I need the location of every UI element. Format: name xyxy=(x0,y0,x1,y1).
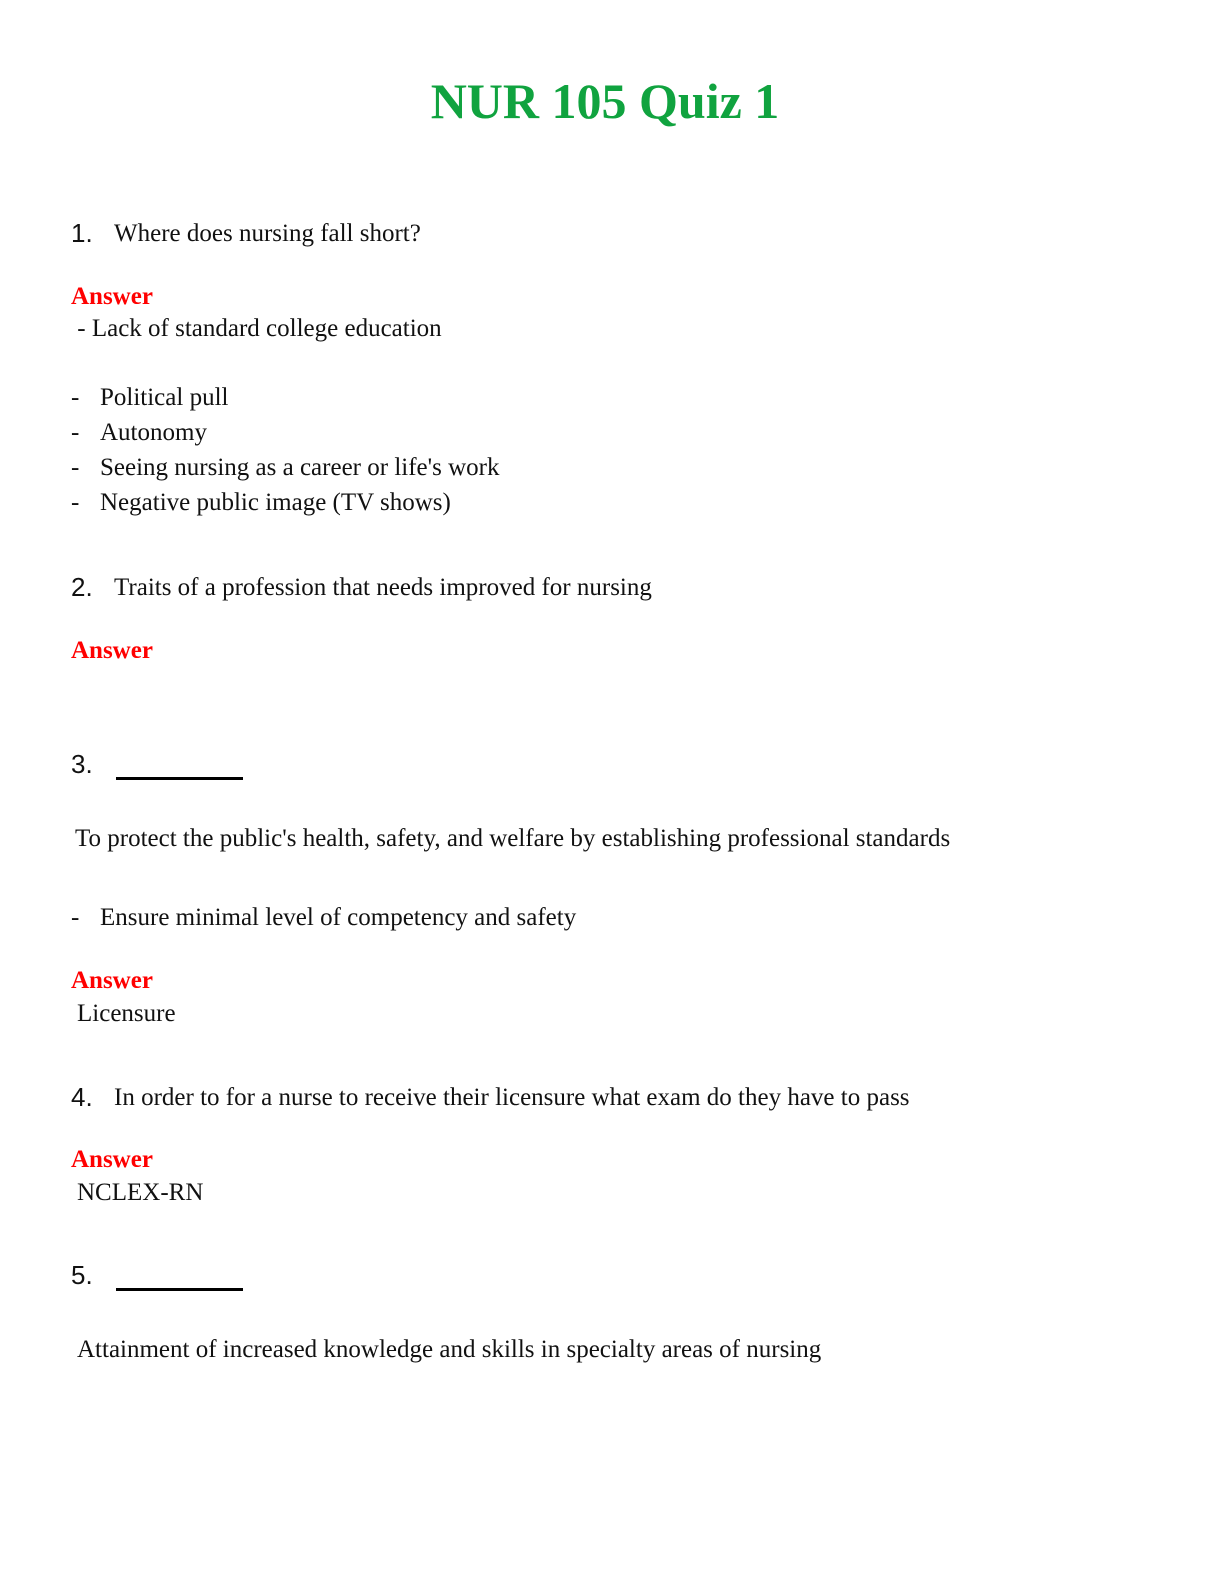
page-title: NUR 105 Quiz 1 xyxy=(430,73,780,129)
question-1-number: 1. xyxy=(71,218,93,248)
question-3-number: 3. xyxy=(71,749,93,779)
bullet-dash: - xyxy=(71,419,80,446)
question-1-bullet: Negative public image (TV shows) xyxy=(100,489,451,516)
question-4-answer-label: Answer xyxy=(71,1146,153,1173)
question-5-number: 5. xyxy=(71,1260,93,1290)
question-1-bullet: Seeing nursing as a career or life's work xyxy=(100,454,500,481)
question-4-number: 4. xyxy=(71,1082,93,1112)
question-5-description: Attainment of increased knowledge and skills in specialty areas of nursing xyxy=(77,1336,822,1363)
question-3-description: To protect the public's health, safety, and welfare by establishing professional standards xyxy=(75,825,951,852)
bullet-dash: - xyxy=(71,489,80,516)
question-1-answer-lead: - Lack of standard college education xyxy=(71,315,442,342)
bullet-dash: - xyxy=(71,454,80,481)
question-4-answer: NCLEX-RN xyxy=(77,1179,204,1206)
question-3-answer: Licensure xyxy=(77,1000,176,1027)
question-1-bullet: Political pull xyxy=(100,384,229,411)
question-2-text: Traits of a profession that needs improved for nursing xyxy=(114,574,652,601)
question-3-answer-label: Answer xyxy=(71,967,153,994)
question-1-text: Where does nursing fall short? xyxy=(114,220,421,247)
question-1-bullet: Autonomy xyxy=(100,419,207,446)
answer-blank-line xyxy=(116,1288,243,1291)
question-1-answer-label: Answer xyxy=(71,283,153,310)
question-2-answer-label: Answer xyxy=(71,637,153,664)
bullet-dash: - xyxy=(71,384,80,411)
bullet-dash: - xyxy=(71,904,80,931)
question-2-number: 2. xyxy=(71,572,93,602)
question-4-text: In order to for a nurse to receive their licensure what exam do they have to pass xyxy=(114,1084,910,1111)
question-3-bullet: Ensure minimal level of competency and safety xyxy=(100,904,577,931)
answer-blank-line xyxy=(116,777,243,780)
